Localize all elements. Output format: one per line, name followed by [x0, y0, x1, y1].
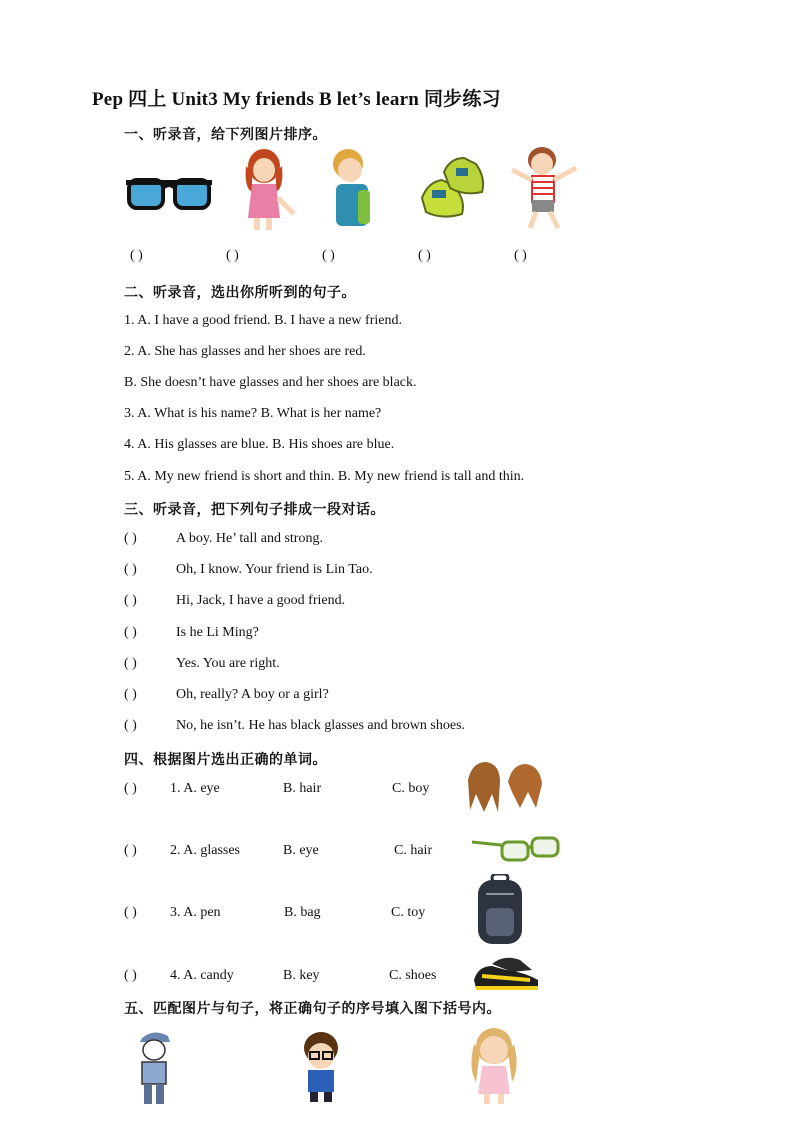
choice-2-b: B. eye	[283, 843, 319, 858]
choice-blank-4[interactable]: ( )	[124, 968, 137, 983]
happy-boy-illustration	[508, 144, 580, 232]
dialogue-blank-2[interactable]: ( )	[124, 562, 137, 577]
section2-item-3: 3. A. What is his name? B. What is her name?	[124, 406, 382, 421]
choice-3-c: C. toy	[391, 905, 426, 920]
boy-with-glasses-illustration	[298, 1030, 344, 1104]
backpack-icon	[472, 874, 528, 948]
dialogue-line-4: Is he Li Ming?	[176, 625, 259, 640]
boy-illustration	[324, 146, 378, 228]
hair-icon	[464, 760, 546, 816]
dialogue-line-1: A boy. He’ tall and strong.	[176, 531, 323, 546]
dialogue-line-2: Oh, I know. Your friend is Lin Tao.	[176, 562, 373, 577]
dialogue-line-6: Oh, really? A boy or a girl?	[176, 687, 329, 702]
dialogue-blank-1[interactable]: ( )	[124, 531, 137, 546]
page-title: Pep 四上 Unit3 My friends B let’s learn 同步练习	[92, 89, 501, 110]
choice-1-a: 1. A. eye	[170, 781, 220, 796]
dialogue-blank-6[interactable]: ( )	[124, 687, 137, 702]
choice-blank-2[interactable]: ( )	[124, 843, 137, 858]
choice-blank-1[interactable]: ( )	[124, 781, 137, 796]
choice-3-b: B. bag	[284, 905, 321, 920]
dialogue-blank-4[interactable]: ( )	[124, 625, 137, 640]
section1-heading: 一、听录音，给下列图片排序。	[124, 128, 327, 143]
section2-item-1: 1. A. I have a good friend. B. I have a new friend.	[124, 313, 402, 328]
sneaker-icon	[472, 954, 542, 994]
glasses-icon-2	[470, 832, 562, 866]
choice-4-b: B. key	[283, 968, 320, 983]
section2-item-2: 2. A. She has glasses and her shoes are red.	[124, 344, 366, 359]
section5-heading: 五、匹配图片与句子，将正确句子的序号填入图下括号内。	[124, 1002, 501, 1017]
choice-2-c: C. hair	[394, 843, 433, 858]
choice-4-a: 4. A. candy	[170, 968, 234, 983]
section2-item-5: 5. A. My new friend is short and thin. B. My new friend is tall and thin.	[124, 469, 525, 484]
answer-blank-4[interactable]: ( )	[418, 248, 431, 263]
section2-item-4: 4. A. His glasses are blue. B. His shoes are blue.	[124, 437, 395, 452]
dialogue-blank-5[interactable]: ( )	[124, 656, 137, 671]
choice-1-c: C. boy	[392, 781, 430, 796]
section3-heading: 三、听录音，把下列句子排成一段对话。	[124, 503, 385, 518]
answer-blank-1[interactable]: ( )	[130, 248, 143, 263]
answer-blank-3[interactable]: ( )	[322, 248, 335, 263]
choice-4-c: C. shoes	[389, 968, 437, 983]
boy-with-cap-illustration	[134, 1028, 174, 1106]
dialogue-line-7: No, he isn’t. He has black glasses and brown shoes.	[176, 718, 466, 733]
section4-heading: 四、根据图片选出正确的单词。	[124, 753, 327, 768]
girl-with-ponytails-illustration	[466, 1024, 522, 1106]
shoes-icon	[420, 156, 486, 224]
girl-illustration	[238, 148, 298, 232]
dialogue-line-3: Hi, Jack, I have a good friend.	[176, 593, 346, 608]
answer-blank-5[interactable]: ( )	[514, 248, 527, 263]
dialogue-blank-3[interactable]: ( )	[124, 593, 137, 608]
dialogue-line-5: Yes. You are right.	[176, 656, 280, 671]
section2-item-2b: B. She doesn’t have glasses and her shoes are black.	[124, 375, 417, 390]
dialogue-blank-7[interactable]: ( )	[124, 718, 137, 733]
choice-3-a: 3. A. pen	[170, 905, 221, 920]
choice-1-b: B. hair	[283, 781, 322, 796]
section2-heading: 二、听录音，选出你所听到的句子。	[124, 286, 356, 301]
glasses-icon	[126, 176, 212, 214]
answer-blank-2[interactable]: ( )	[226, 248, 239, 263]
choice-blank-3[interactable]: ( )	[124, 905, 137, 920]
choice-2-a: 2. A. glasses	[170, 843, 240, 858]
